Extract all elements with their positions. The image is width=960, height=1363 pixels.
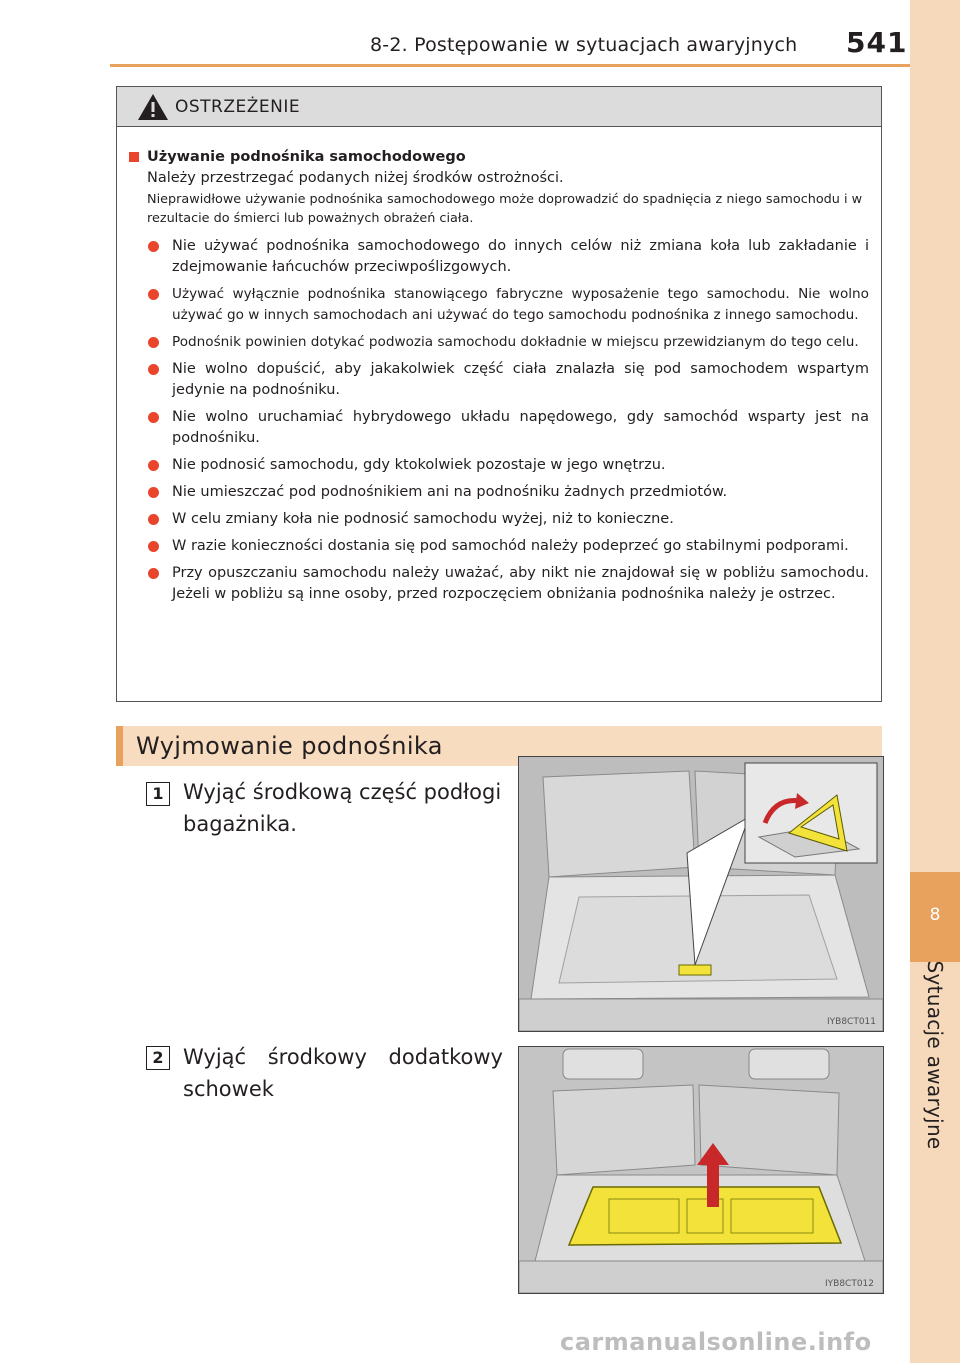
figure-trunk-floor	[518, 756, 884, 1032]
chapter-number: 8	[929, 905, 941, 925]
warning-bullet: Używać wyłącznie podnośnika stanowiącego fabryczne wyposażenie tego samochodu. Nie wolno używać go w innych samochodach ani używać do tego samochodu podnośnika z innego samochodu.	[127, 284, 869, 326]
warning-body	[127, 149, 869, 611]
chapter-label: Sytuacje awaryjne	[923, 960, 947, 1150]
warning-box	[116, 86, 882, 702]
bullet-dot-icon	[148, 541, 159, 552]
warning-title: OSTRZEŻENIE	[175, 97, 301, 117]
bullet-dot-icon	[148, 460, 159, 471]
warning-header	[117, 87, 881, 127]
warning-intro-detail: Nieprawidłowe używanie podnośnika samochodowego może doprowadzić do spadnięcia z niego samochodu i w rezultacie do śmierci lub poważnych obrażeń ciała.	[147, 192, 863, 226]
warning-triangle-icon	[137, 92, 169, 122]
bullet-dot-icon	[148, 364, 159, 375]
figure-id: IYB8CT012	[825, 1279, 875, 1289]
figure-id: IYB8CT011	[827, 1017, 877, 1027]
bullet-dot-icon	[148, 337, 159, 348]
warning-bullet: Przy opuszczaniu samochodu należy uważać, aby nikt nie znajdował się w pobliżu samochodu. Jeżeli w pobliżu są inne osoby, przed rozpoczęciem obniżania podnośnika należy je ostrzec.	[127, 563, 869, 605]
warning-bullet: W razie konieczności dostania się pod samochód należy podeprzeć go stabilnymi podporami.	[127, 536, 869, 557]
warning-bullet: Nie używać podnośnika samochodowego do innych celów niż zmiana koła lub zakładanie i zdejmowanie łańcuchów przeciwpoślizgowych.	[127, 236, 869, 278]
warning-bullet: Nie wolno dopuścić, aby jakakolwiek część ciała znalazła się pod samochodem wspartym jedynie na podnośniku.	[127, 359, 869, 401]
warning-intro: Należy przestrzegać podanych niżej środków ostrożności.	[147, 170, 564, 186]
trunk-floor-illustration	[519, 757, 883, 1031]
figure-storage-box	[518, 1046, 884, 1294]
warning-bullet: Nie podnosić samochodu, gdy ktokolwiek pozostaje w jego wnętrzu.	[127, 455, 869, 476]
warning-subheading: Używanie podnośnika samochodowego	[127, 149, 869, 165]
warning-bullet: Podnośnik powinien dotykać podwozia samochodu dokładnie w miejscu przewidzianym do tego celu.	[127, 332, 869, 353]
section-title: Wyjmowanie podnośnika	[136, 732, 443, 760]
bullet-dot-icon	[148, 412, 159, 423]
bullet-dot-icon	[148, 487, 159, 498]
step-text-2: Wyjąć środkowy dodatkowy schowek	[183, 1045, 503, 1101]
bullet-dot-icon	[148, 568, 159, 579]
bullet-dot-icon	[148, 241, 159, 252]
step-number-2: 2	[146, 1046, 170, 1070]
watermark: carmanualsonline.info	[560, 1328, 872, 1356]
warning-bullet: Nie wolno uruchamiać hybrydowego układu napędowego, gdy samochód wsparty jest na podnośniku.	[127, 407, 869, 449]
bullet-dot-icon	[148, 289, 159, 300]
side-strip	[910, 0, 960, 1363]
running-header: 8-2. Postępowanie w sytuacjach awaryjnych	[370, 34, 798, 56]
header-rule	[110, 64, 910, 67]
step-number-1: 1	[146, 782, 170, 806]
square-bullet-icon	[129, 152, 139, 162]
bullet-dot-icon	[148, 514, 159, 525]
warning-bullet: W celu zmiany koła nie podnosić samochodu wyżej, niż to konieczne.	[127, 509, 869, 530]
warning-bullet: Nie umieszczać pod podnośnikiem ani na podnośniku żadnych przedmiotów.	[127, 482, 869, 503]
storage-box-illustration	[519, 1047, 883, 1293]
step-text-1: Wyjąć środkową część podłogi bagażnika.	[183, 780, 502, 836]
page-number: 541	[846, 26, 908, 59]
